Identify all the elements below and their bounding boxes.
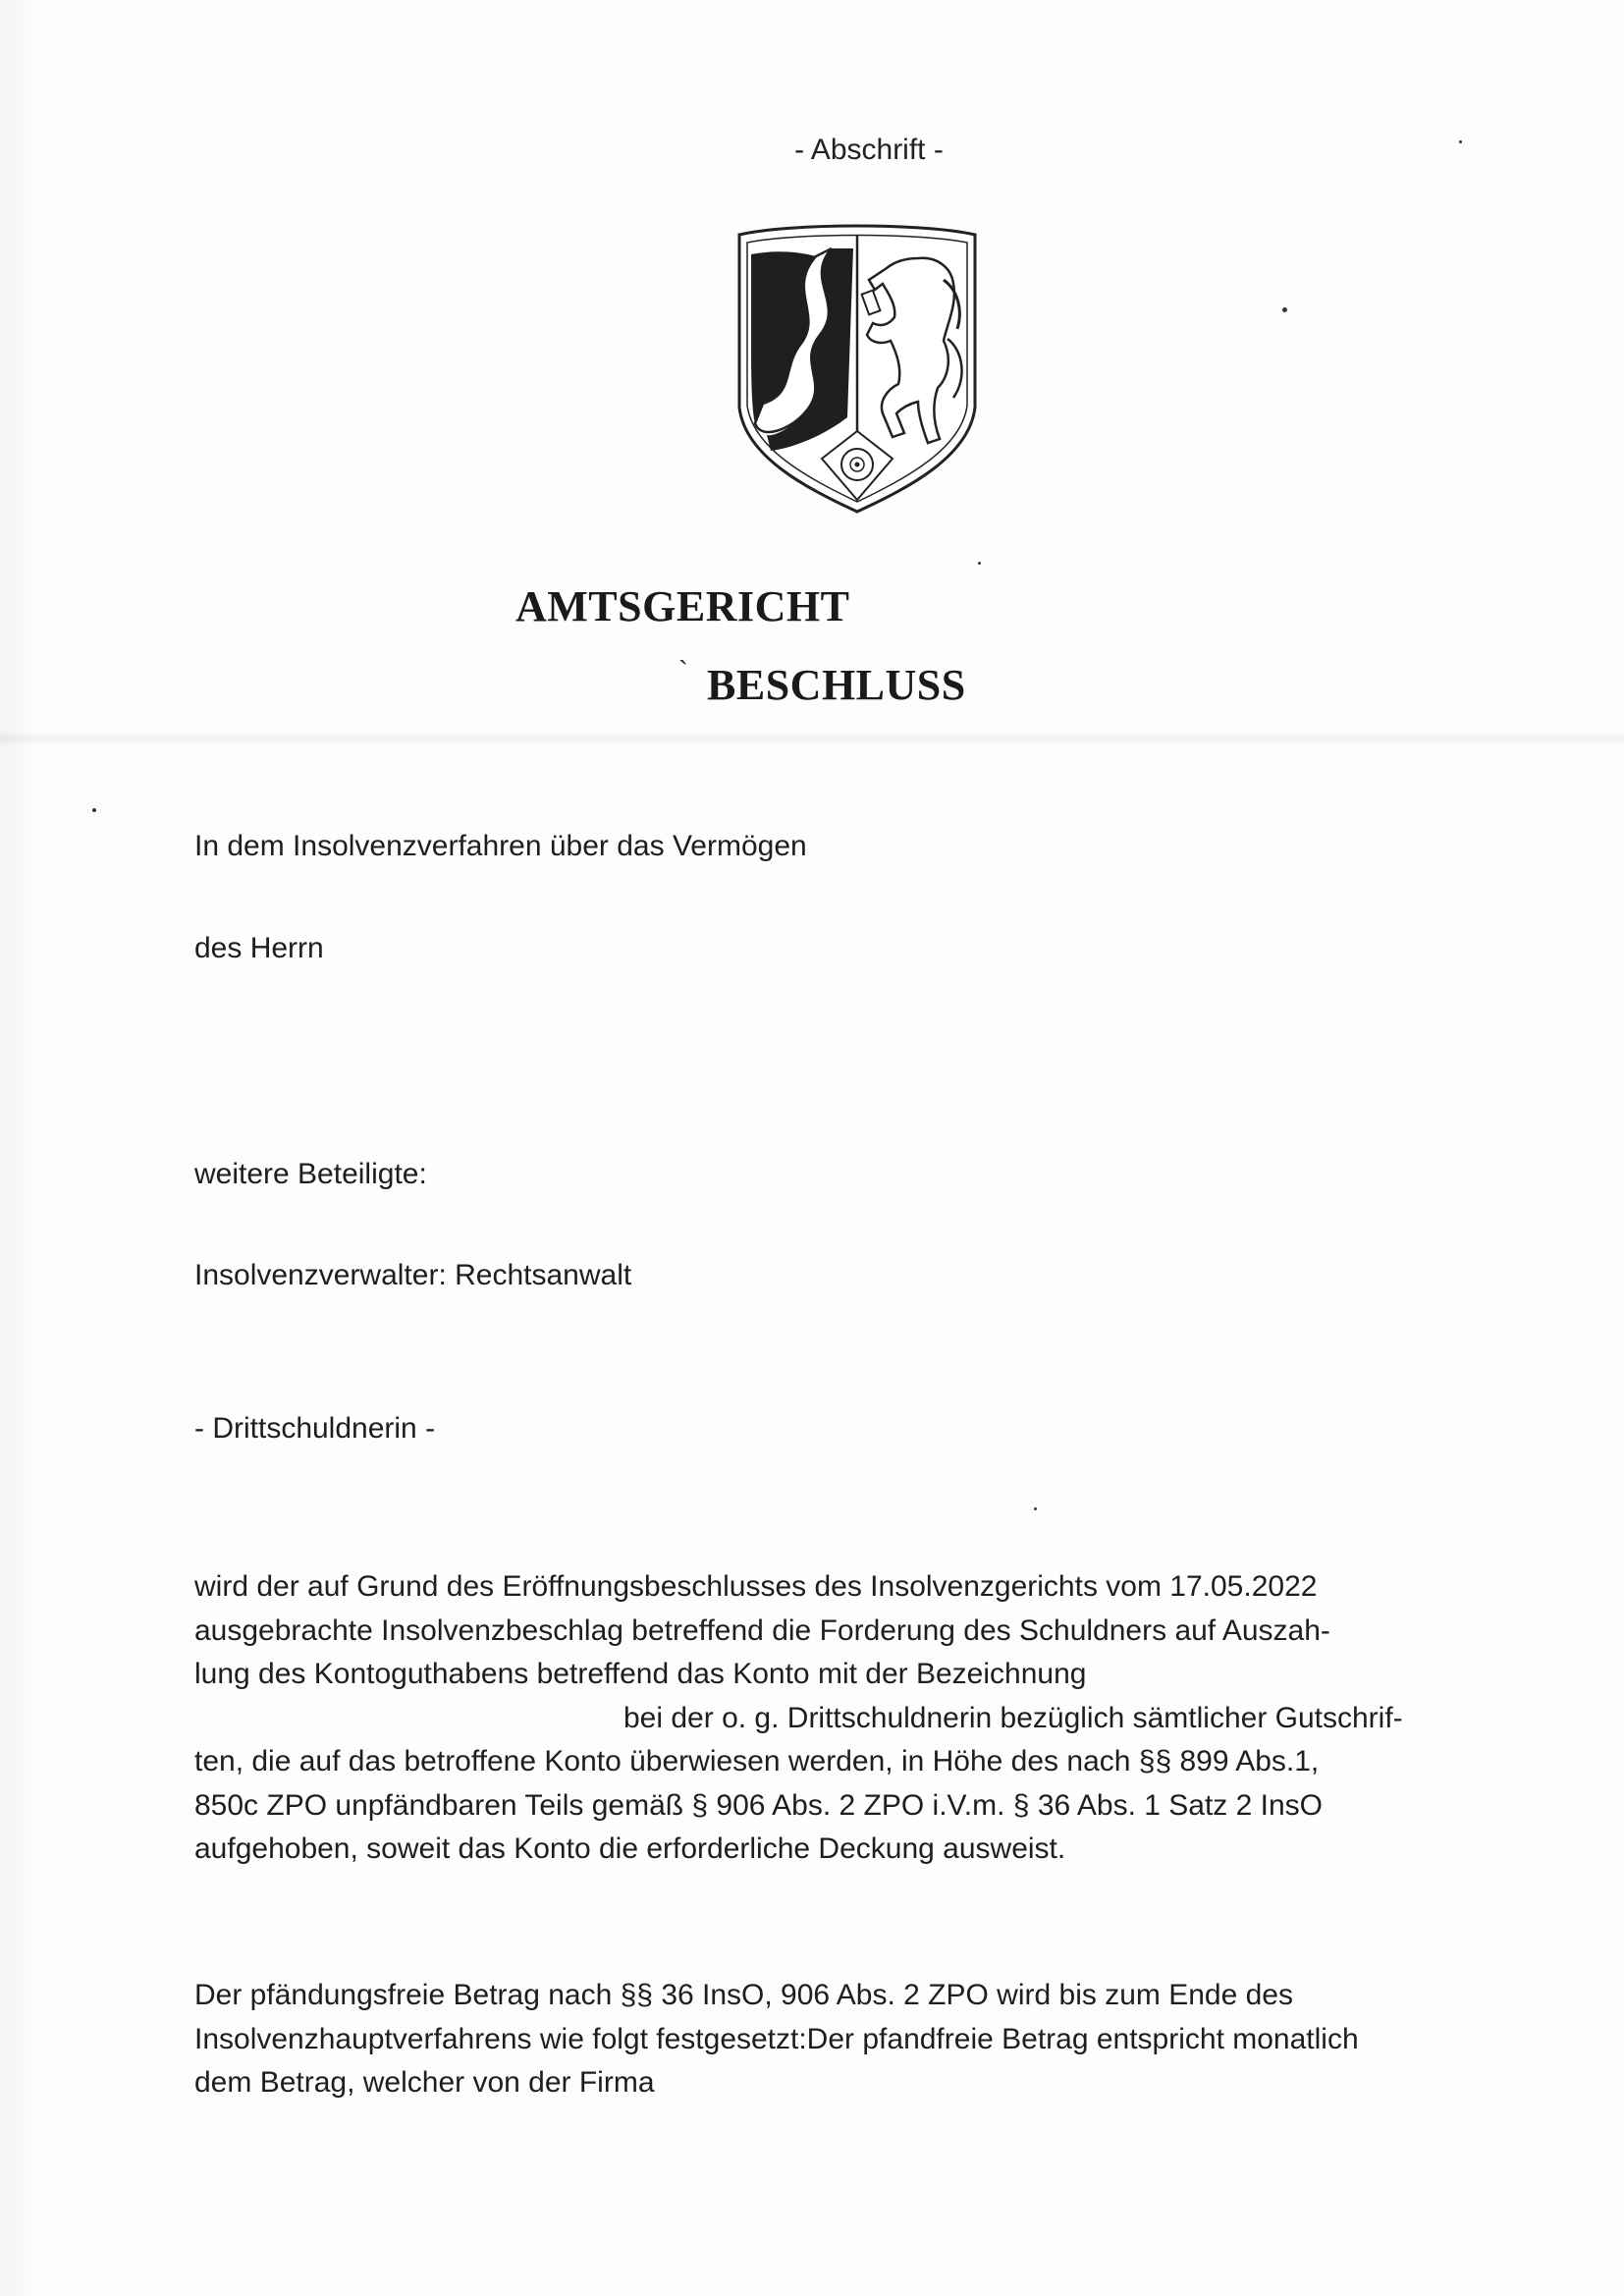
scan-speck [92, 808, 96, 812]
paragraph-2-line: Der pfändungsfreie Betrag nach §§ 36 InsO, 906 Abs. 2 ZPO wird bis zum Ende des [194, 1979, 1293, 2011]
administrator-line: Insolvenzverwalter: Rechtsanwalt [194, 1259, 632, 1291]
paragraph-1 [194, 1565, 1530, 1872]
debtor-prefix: des Herrn [194, 932, 324, 964]
coat-of-arms-nrw-icon [722, 221, 993, 516]
debtor-line [194, 928, 496, 969]
paragraph-1-line: ten, die auf das betroffene Konto überwiesen werden, in Höhe des nach §§ 899 Abs.1, [194, 1745, 1320, 1777]
scan-speck [978, 562, 981, 565]
redacted-name [332, 928, 496, 969]
paragraph-1-line: aufgehoben, soweit das Konto die erforderliche Deckung ausweist. [194, 1832, 1066, 1865]
tick-mark: ` [678, 656, 688, 688]
scan-speck [1034, 1507, 1037, 1510]
scan-speck [1282, 307, 1287, 312]
paper-fold-line [0, 732, 1624, 745]
paragraph-1-line: bei der o. g. Drittschuldnerin bezüglich sämtlicher Gutschrif- [623, 1701, 1403, 1734]
paragraph-2 [194, 1974, 1530, 2105]
paragraph-1-line: lung des Kontoguthabens betreffend das Konto mit der Bezeichnung [194, 1658, 1087, 1690]
paragraph-1-line: ausgebrachte Insolvenzbeschlag betreffend die Forderung des Schuldners auf Auszah- [194, 1613, 1330, 1647]
intro-line: In dem Insolvenzverfahren über das Vermögen [194, 830, 807, 862]
scan-speck [1459, 140, 1462, 143]
paragraph-1-line: wird der auf Grund des Eröffnungsbeschlusses des Insolvenzgerichts vom 17.05.2022 [194, 1570, 1318, 1603]
third-party-debtor-line: - Drittschuldnerin - [194, 1412, 436, 1445]
court-heading: AMTSGERICHT [515, 582, 850, 630]
other-parties-line: weitere Beteiligte: [194, 1158, 427, 1190]
paragraph-1-line: 850c ZPO unpfändbaren Teils gemäß § 906 Abs. 2 ZPO i.V.m. § 36 Abs. 1 Satz 2 InsO [194, 1788, 1323, 1822]
copy-note: - Abschrift - [794, 134, 944, 166]
paragraph-2-line: Insolvenzhauptverfahrens wie folgt festgesetzt:Der pfandfreie Betrag entspricht monatlich [194, 2022, 1359, 2055]
scan-edge-shadow [0, 0, 39, 2296]
paragraph-2-line: dem Betrag, welcher von der Firma [194, 2066, 655, 2099]
decision-heading: BESCHLUSS [707, 661, 966, 709]
